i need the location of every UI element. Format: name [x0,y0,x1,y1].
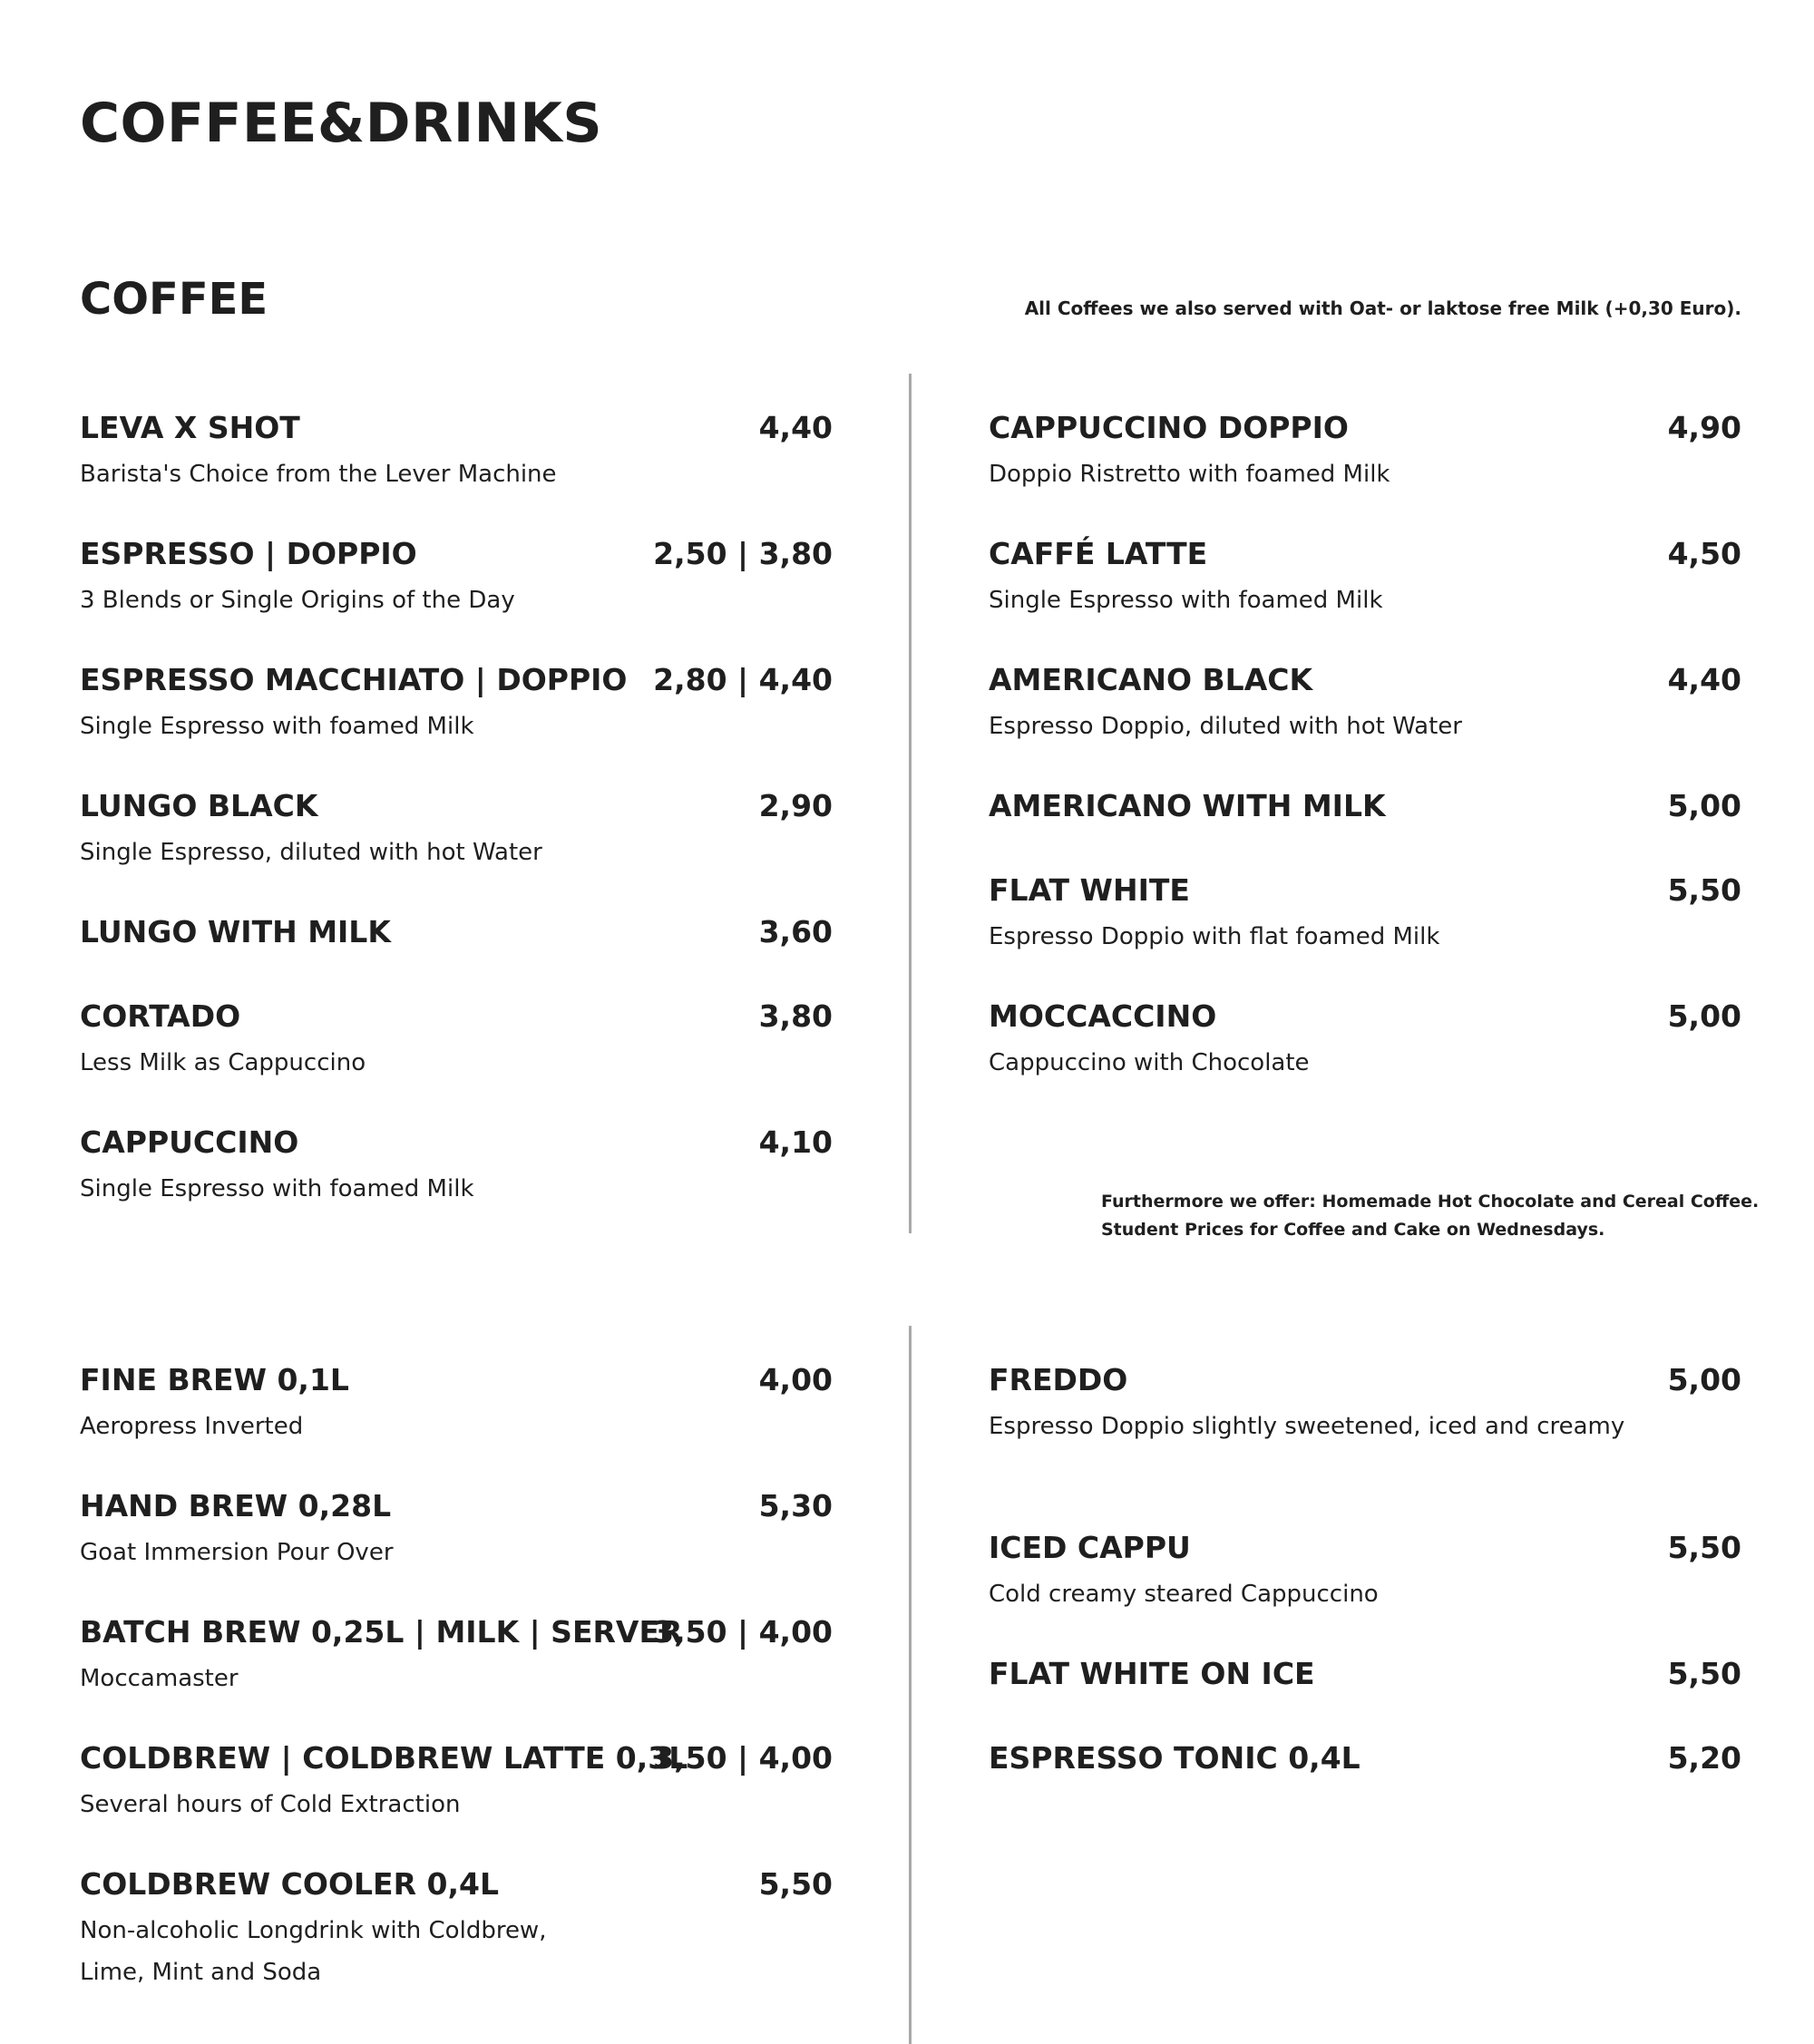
item-name: BATCH BREW 0,25L | MILK | SERVER [80,1614,683,1650]
item-description: Single Espresso with foamed Milk [80,1175,474,1202]
item-description: Goat Immersion Pour Over [80,1539,394,1566]
item-name: LEVA X SHOT [80,410,300,445]
menu-item [989,998,1741,1084]
menu-item [80,1488,833,1573]
item-price: 2,80 | 4,40 [653,662,833,697]
menu-item [80,1614,833,1699]
item-price: 3,80 [758,998,833,1034]
offer-note-line: Furthermore we offer: Homemade Hot Chocolate and Cereal Coffee. [1101,1192,1760,1212]
item-description: Cappuccino with Chocolate [989,1049,1310,1076]
menu-item [989,1530,1741,1615]
menu-item [80,1866,833,1993]
item-description: Single Espresso with foamed Milk [989,587,1383,614]
item-name: FLAT WHITE [989,872,1190,908]
menu-item [989,1362,1741,1447]
item-price: 4,40 [1667,662,1741,697]
item-description: Single Espresso with foamed Milk [80,713,474,740]
menu-item [80,1740,833,1825]
item-name: CAFFÉ LATTE [989,536,1208,571]
item-description: Non-alcoholic Longdrink with Coldbrew, Lime, Mint and Soda [80,1917,547,1986]
item-description: Less Milk as Cappuccino [80,1049,366,1076]
item-price: 3,50 | 4,00 [653,1740,833,1776]
item-name: FLAT WHITE ON ICE [989,1656,1315,1691]
item-description: Several hours of Cold Extraction [80,1791,461,1818]
item-name: COLDBREW COOLER 0,4L [80,1866,499,1902]
item-price: 5,50 [1667,872,1741,908]
milk-option-note: All Coffees we also served with Oat- or laktose free Milk (+0,30 Euro). [1024,297,1741,319]
item-price: 5,00 [1667,998,1741,1034]
item-name: ESPRESSO | DOPPIO [80,536,417,571]
menu-item [80,914,833,954]
item-price: 5,20 [1667,1740,1741,1776]
menu-item [80,1124,833,1210]
menu-item [80,536,833,621]
item-price: 4,10 [758,1124,833,1160]
column-divider-top [909,374,912,1233]
item-name: AMERICANO WITH MILK [989,788,1386,823]
menu-item [989,788,1741,828]
item-name: ESPRESSO MACCHIATO | DOPPIO [80,662,628,697]
item-description: Espresso Doppio, diluted with hot Water [989,713,1462,740]
item-description: Single Espresso, diluted with hot Water [80,839,542,866]
item-description: Espresso Doppio slightly sweetened, iced and creamy [989,1413,1625,1440]
item-price: 5,00 [1667,788,1741,823]
offer-note [1101,1188,1759,1244]
item-description: Cold creamy steared Cappuccino [989,1581,1379,1608]
item-price: 5,00 [1667,1362,1741,1397]
menu-item [80,1362,833,1447]
item-price: 5,50 [1667,1530,1741,1565]
item-price: 4,40 [758,410,833,445]
item-description: Aeropress Inverted [80,1413,304,1440]
menu-item [989,410,1741,495]
item-price: 5,50 [1667,1656,1741,1691]
item-name: CAPPUCCINO DOPPIO [989,410,1349,445]
item-price: 2,90 [758,788,833,823]
item-name: HAND BREW 0,28L [80,1488,392,1523]
menu-item [989,1656,1741,1696]
item-description: 3 Blends or Single Origins of the Day [80,587,515,614]
item-name: ESPRESSO TONIC 0,4L [989,1740,1360,1776]
offer-note-line: Student Prices for Coffee and Cake on Wednesdays. [1101,1220,1605,1240]
item-name: MOCCACCINO [989,998,1217,1034]
page-title: COFFEE&DRINKS [80,92,603,155]
item-name: FINE BREW 0,1L [80,1362,349,1397]
item-price: 5,30 [758,1488,833,1523]
item-price: 3,60 [758,914,833,949]
menu-item [80,662,833,747]
item-price: 4,00 [758,1362,833,1397]
menu-item [989,662,1741,747]
item-price: 4,50 [1667,536,1741,571]
item-price: 3,50 | 4,00 [653,1614,833,1650]
item-name: FREDDO [989,1362,1128,1397]
item-description: Espresso Doppio with flat foamed Milk [989,923,1440,950]
menu-item [989,1740,1741,1780]
item-name: LUNGO BLACK [80,788,318,823]
item-description: Doppio Ristretto with foamed Milk [989,461,1390,488]
item-name: AMERICANO BLACK [989,662,1313,697]
menu-item [80,410,833,495]
column-divider-bottom [909,1326,912,2044]
item-name: CORTADO [80,998,241,1034]
item-name: ICED CAPPU [989,1530,1191,1565]
item-description: Moccamaster [80,1665,239,1692]
item-name: CAPPUCCINO [80,1124,299,1160]
item-price: 2,50 | 3,80 [653,536,833,571]
section-title-coffee: COFFEE [80,274,268,325]
item-price: 5,50 [758,1866,833,1902]
item-name: COLDBREW | COLDBREW LATTE 0,3L [80,1740,688,1776]
menu-item [80,998,833,1084]
item-name: LUNGO WITH MILK [80,914,391,949]
menu-item [80,788,833,873]
menu-item [989,536,1741,621]
item-description: Barista's Choice from the Lever Machine [80,461,557,488]
menu-item [989,872,1741,958]
item-price: 4,90 [1667,410,1741,445]
